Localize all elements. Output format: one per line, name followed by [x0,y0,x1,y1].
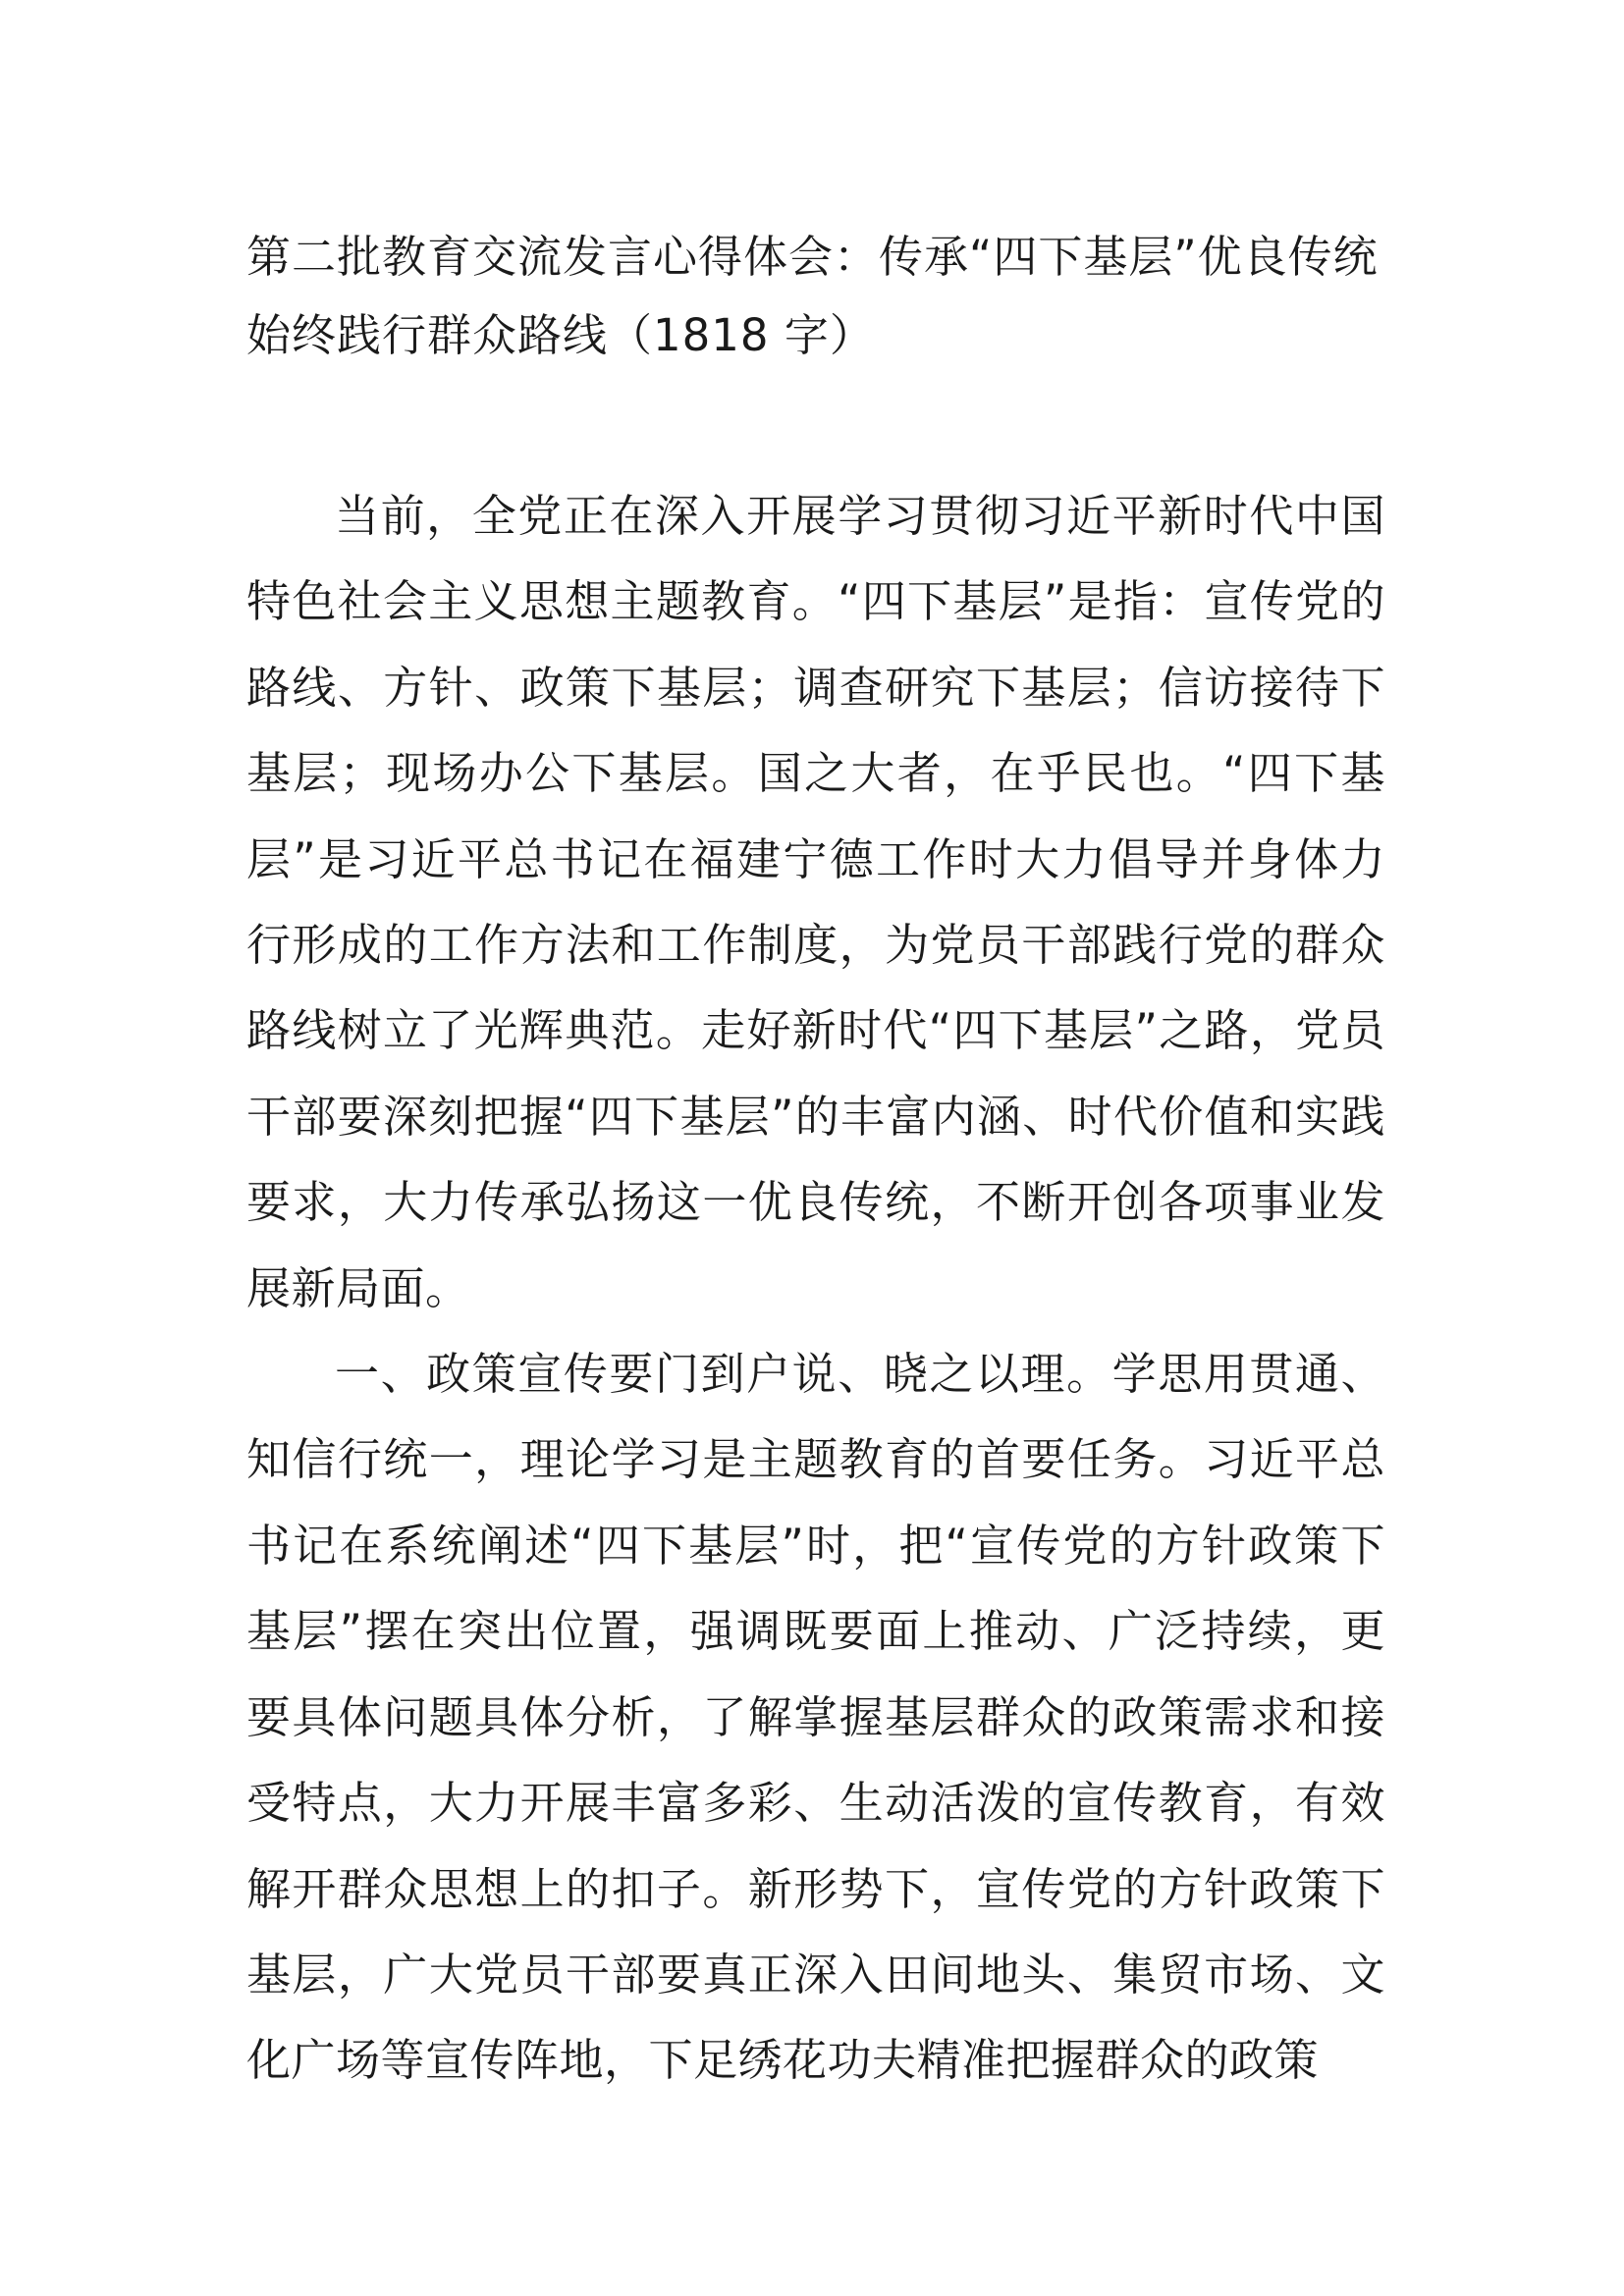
document-title: 第二批教育交流发言心得体会：传承“四下基层”优良传统始终践行群众路线（1818 字） [246,231,1379,361]
document-body [246,473,1385,2104]
paragraph-intro: 当前，全党正在深入开展学习贯彻习近平新时代中国特色社会主义思想主题教育。“四下基层”是指：宣传党的路线、方针、政策下基层；调查研究下基层；信访接待下基层；现场办公下基层。国之大者，在乎民也。“四下基层”是习近平总书记在福建宁德工作时大力倡导并身体力行形成的工作方法和工作制度，为党员干部践行党的群众路线树立了光辉典范。走好新时代“四下基层”之路，党员干部要深刻把握“四下基层”的丰富内涵、时代价值和实践要求，大力传承弘扬这一优良传统，不断开创各项事业发展新局面。 [246,490,1385,1314]
paragraph-section-one: 一、政策宣传要门到户说、晓之以理。学思用贯通、知信行统一，理论学习是主题教育的首要任务。习近平总书记在系统阐述“四下基层”时，把“宣传党的方针政策下基层”摆在突出位置，强调既要面上推动、广泛持续，更要具体问题具体分析，了解掌握基层群众的政策需求和接受特点，大力开展丰富多彩、生动活泼的宣传教育，有效解开群众思想上的扣子。新形势下，宣传党的方针政策下基层，广大党员干部要真正深入田间地头、集贸市场、文化广场等宣传阵地，下足绣花功夫精准把握群众的政策 [246,1348,1385,2087]
